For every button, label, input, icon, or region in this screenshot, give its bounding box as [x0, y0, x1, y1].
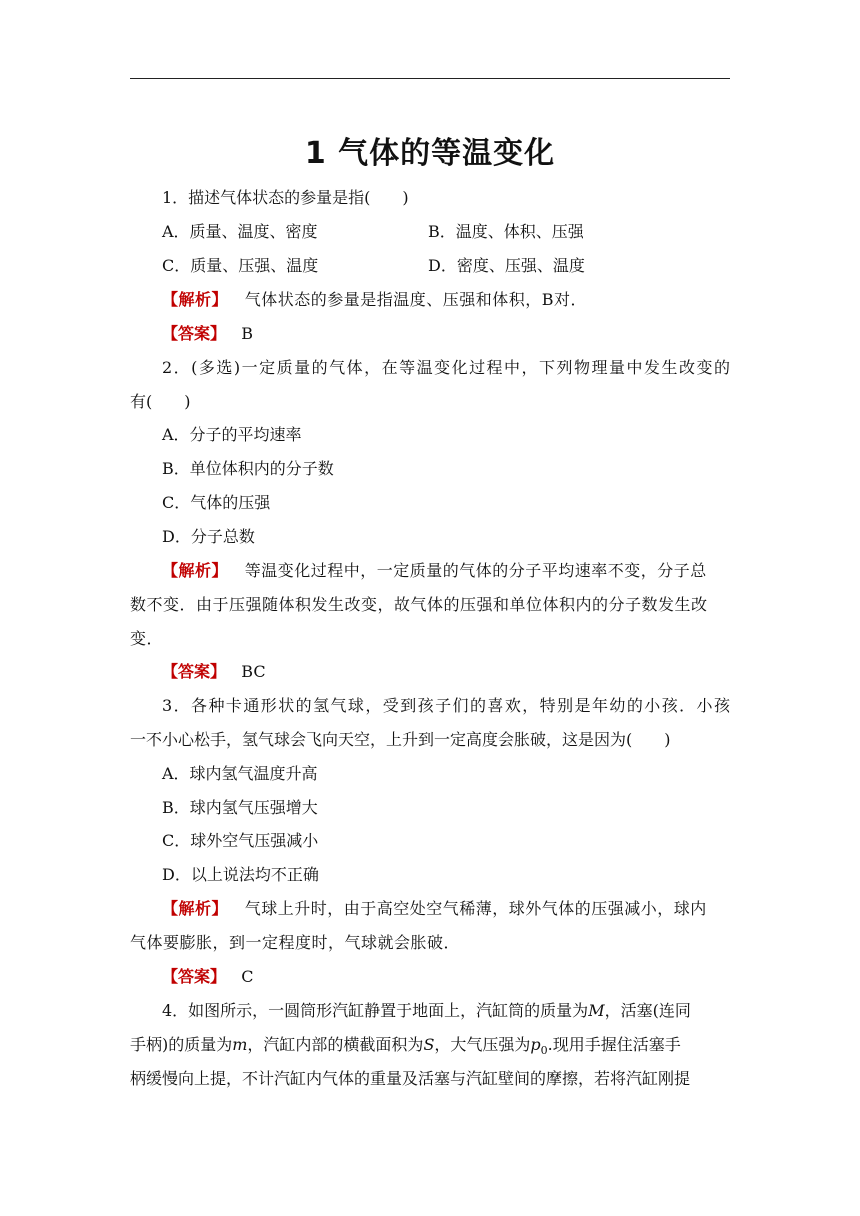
q4-var-S: S	[423, 1035, 435, 1054]
answer-label: 【答案】	[162, 324, 227, 343]
q4-var-M: M	[588, 1001, 605, 1020]
q2-option-d: D．分子总数	[162, 527, 255, 546]
analysis-label: 【解析】	[162, 290, 229, 309]
q2-analysis-line3: 变．	[130, 629, 164, 648]
q1-option-b: B．温度、体积、压强	[428, 222, 584, 241]
q1-option-c: C．质量、压强、温度	[162, 256, 319, 275]
q2-answer	[130, 662, 730, 682]
page-title: 1 气体的等温变化	[304, 136, 556, 171]
q2-analysis-text1: 等温变化过程中，一定质量的气体的分子平均速率不变，分子总	[244, 561, 707, 580]
q4-text: 4．如图所示，一圆筒形汽缸静置于地面上，汽缸筒的质量为	[162, 1001, 589, 1020]
q3-option-d: D．以上说法均不正确	[162, 865, 319, 884]
q1-analysis	[130, 290, 730, 310]
q4-stem-line3: 柄缓慢向上提，不计汽缸内气体的重量及活塞与汽缸壁间的摩擦，若将汽缸刚提	[130, 1069, 691, 1088]
q4-text: .现用手握住活塞手	[547, 1035, 681, 1054]
q3-analysis-line1	[130, 899, 730, 919]
q2-stem-line2: 有( )	[130, 392, 191, 411]
q2-option-b: B．单位体积内的分子数	[162, 459, 334, 478]
q1-option-d: D．密度、压强、温度	[428, 256, 585, 275]
answer-label: 【答案】	[162, 662, 227, 681]
q1-answer	[130, 324, 730, 344]
q4-var-p: p	[530, 1035, 541, 1054]
q4-var-p-subscript: 0	[540, 1044, 548, 1058]
q3-analysis-text1: 气球上升时，由于高空处空气稀薄，球外气体的压强减小，球内	[244, 899, 707, 918]
q3-answer	[130, 967, 730, 987]
header-rule	[130, 78, 730, 79]
analysis-label: 【解析】	[162, 899, 229, 918]
q2-answer-value: BC	[241, 662, 266, 681]
q4-text: 手柄)的质量为	[130, 1035, 233, 1054]
q3-analysis-line2: 气体要膨胀，到一定程度时，气球就会胀破．	[130, 933, 461, 952]
q3-stem-line1: 3．各种卡通形状的氢气球，受到孩子们的喜欢，特别是年幼的小孩．小孩	[162, 696, 730, 715]
q1-option-a: A．质量、温度、密度	[162, 222, 318, 241]
q3-option-b: B．球内氢气压强增大	[162, 798, 318, 817]
q4-stem-line1	[130, 1001, 730, 1021]
q3-option-c: C．球外空气压强减小	[162, 831, 319, 850]
q2-stem-line1: 2．(多选)一定质量的气体，在等温变化过程中，下列物理量中发生改变的	[162, 358, 730, 377]
q1-answer-value: B	[241, 324, 254, 343]
q2-option-a: A．分子的平均速率	[162, 425, 302, 444]
q4-var-m: m	[232, 1035, 248, 1054]
answer-label: 【答案】	[162, 967, 227, 986]
q2-analysis-line2: 数不变．由于压强随体积发生改变，故气体的压强和单位体积内的分子数发生改	[130, 595, 708, 614]
q2-analysis-line1	[130, 561, 730, 581]
q4-text: ，大气压强为	[434, 1035, 531, 1054]
q1-stem: 1．描述气体状态的参量是指( )	[162, 188, 409, 207]
q1-analysis-text: 气体状态的参量是指温度、压强和体积，B对．	[244, 290, 588, 309]
q4-text: ，汽缸内部的横截面积为	[247, 1035, 424, 1054]
analysis-label: 【解析】	[162, 561, 229, 580]
q4-text: ，活塞(连同	[604, 1001, 691, 1020]
q3-answer-value: C	[241, 967, 254, 986]
q3-option-a: A．球内氢气温度升高	[162, 764, 318, 783]
q3-stem-line2: 一不小心松手，氢气球会飞向天空，上升到一定高度会胀破，这是因为( )	[130, 730, 671, 749]
q2-option-c: C．气体的压强	[162, 493, 271, 512]
q4-stem-line2	[130, 1035, 730, 1061]
